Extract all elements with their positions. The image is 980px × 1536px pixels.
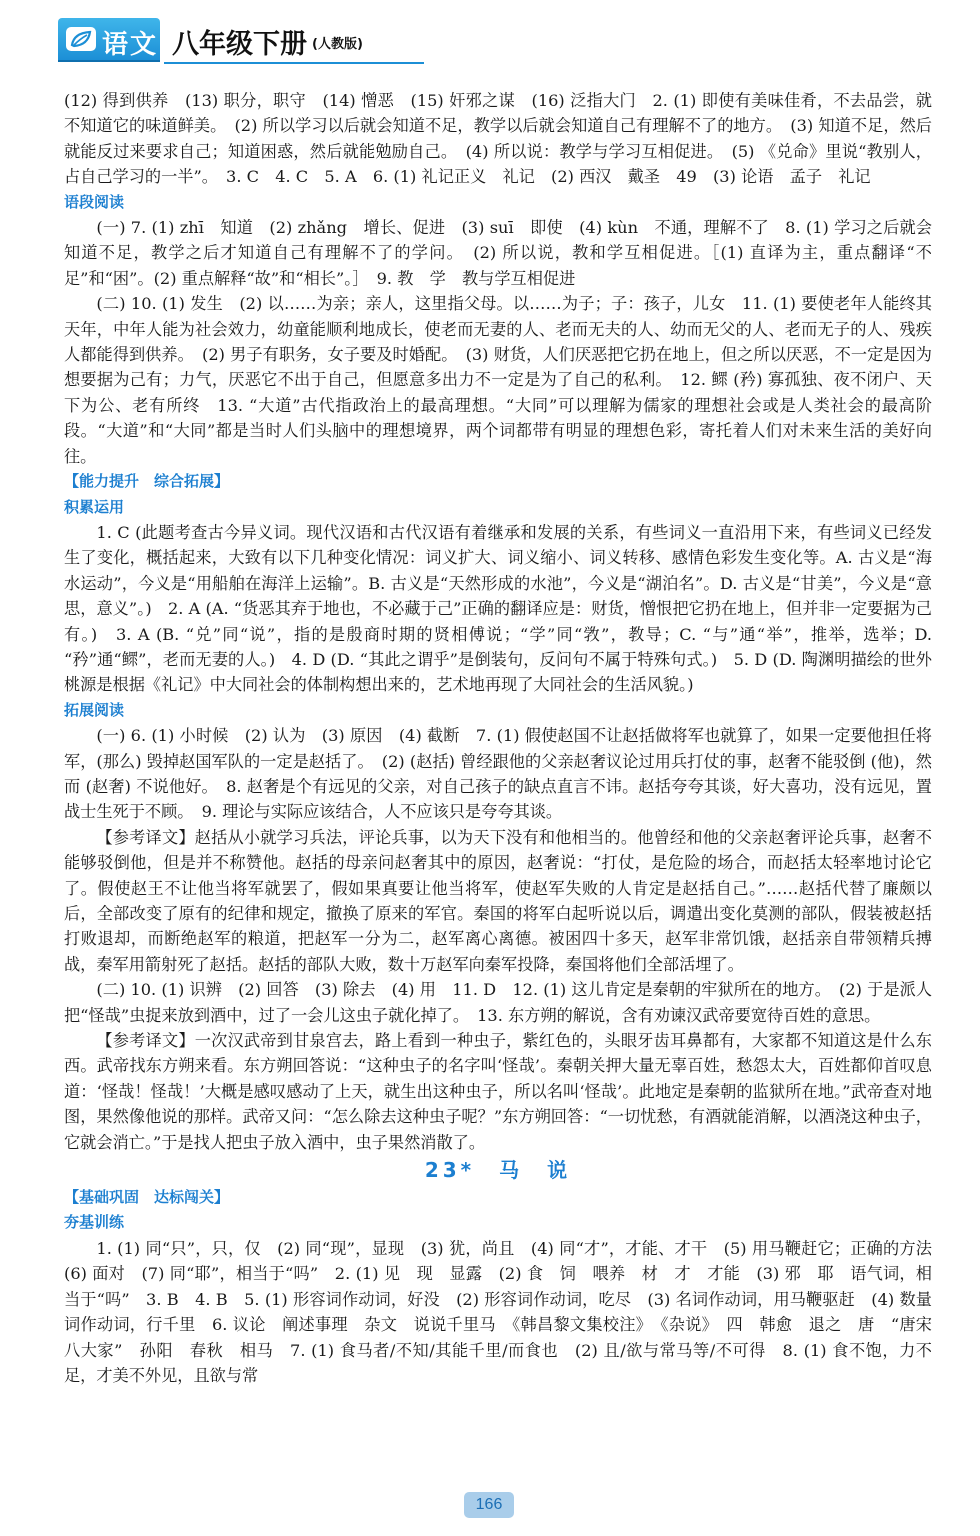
- lesson-title: 23* 马 说: [424, 1158, 572, 1183]
- answer-paragraph: (二) 10. (1) 识辨 (2) 回答 (3) 除去 (4) 用 11. D 12. (1) 这儿肯定是秦朝的牢狱所在的地方。 (2) 于是派人把“怪哉”虫捉来放到酒中，过了一会儿这虫子就化掉了。 13. 东方朔的解说，含有劝谏汉武帝要宽待百姓的意思。: [64, 980, 932, 1025]
- subject-label: 语文: [102, 30, 159, 60]
- edition-label: (人教版): [312, 37, 363, 52]
- book-title: 八年级下册: [172, 29, 307, 60]
- section-heading: 【能力提升 综合拓展】: [64, 472, 230, 491]
- answer-paragraph: 【参考译文】赵括从小就学习兵法，评论兵事，以为天下没有和他相当的。他曾经和他的父亲赵奢评论兵事，赵奢不能够驳倒他，但是并不称赞他。赵括的母亲问赵奢其中的原因，赵奢说：“打仗，是危险的场合，而赵括太轻率地讨论它了。假使赵王不让他当将军就罢了，假如果真要让他当将军，使赵军失败的人肯定是赵括自己。”……赵括代替了廉颇以后，全部改变了原有的纪律和规定，撤换了原来的军官。秦国的将军白起听说以后，调遣出变化莫测的部队，假装被赵括打败退却，而断绝赵军的粮道，把赵军一分为二，赵军离心离德。被困四十多天，赵军非常饥饿，赵括亲自带领精兵搏战，秦军用箭射死了赵括。赵括的部队大败，数十万赵军向秦军投降，秦国将他们全部活埋了。: [64, 827, 932, 974]
- section-heading: 【基础巩固 达标闯关】: [64, 1188, 230, 1207]
- section-heading: 夯基训练: [64, 1213, 125, 1232]
- section-heading: 积累运用: [64, 497, 125, 516]
- subject-tab: [58, 18, 160, 60]
- page-header: [58, 18, 388, 68]
- section-heading: 拓展阅读: [64, 700, 125, 719]
- answer-content: [64, 88, 949, 1388]
- answer-paragraph: (一) 6. (1) 小时候 (2) 认为 (3) 原因 (4) 截断 7. (1) 假使赵国不让赵括做将军也就算了，如果一定要他担任将军，(那么) 毁掉赵国军队的一定是赵括了。 (2) (赵括) 曾经跟他的父亲赵奢议论过用兵打仗的事，赵奢不能驳倒 (他)，然而 (赵奢) 不说他好。 8. 赵奢是个有远见的父亲，对自己孩子的缺点直言不讳。赵括夸夸其谈，好大喜功，没有远见，置战士生死于不顾。 9. 理论与实际应该结合，人不应该只是夸夸其谈。: [64, 726, 932, 822]
- answer-paragraph: (一) 7. (1) zhī 知道 (2) zhǎng 增长、促进 (3) suī 即使 (4) kùn 不通，理解不了 8. (1) 学习之后就会知道不足，教学之后才知道自己有理解不了的学问。 (2) 所以说，教和学互相促进。［(1) 直译为主，重点翻译“不足”和“困”。(2) 重点解释“故”和“相长”。］ 9. 教 学 教与学互相促进: [64, 218, 932, 288]
- page-number: 166: [464, 1492, 514, 1518]
- answer-paragraph: (二) 10. (1) 发生 (2) 以……为亲；亲人，这里指父母。以……为子；子：孩子，儿女 11. (1) 要使老年人能终其天年，中年人能为社会效力，幼童能顺利地成长，使老而无妻的人、老而无夫的人、幼而无父的人、老而无子的人、残疾人都能得到供养。 (2) 男子有职务，女子要及时婚配。 (3) 财货，人们厌恶把它扔在地上，但之所以厌恶，不一定是因为想要据为己有；力气，厌恶它不出于自己，但愿意多出力不一定是为了自己的私利。 12. 鳏 (矜) 寡孤独、夜不闭户、天下为公、老有所终 13. “大道”古代指政治上的最高理想。“大同”可以理解为儒家的理想社会或是人类社会的最高阶段。“大道”和“大同”都是当时人们头脑中的理想境界，两个词都带有明显的理想色彩，寄托着人们对未来生活的美好向往。: [64, 294, 932, 466]
- answer-paragraph: 1. C (此题考查古今异义词。现代汉语和古代汉语有着继承和发展的关系，有些词义一直沿用下来，有些词义已经发生了变化，概括起来，大致有以下几种变化情况：词义扩大、词义缩小、词义转移、感情色彩发生变化等。A. 古义是“海水运动”，今义是“用船舶在海洋上运输”。B. 古义是“天然形成的水池”，今义是“湖泊名”。D. 古义是“甘美”，今义是“意思，意义”。) 2. A (A. “货恶其弃于地也，不必藏于己”正确的翻译应是：财货，憎恨把它扔在地上，但并非一定要据为己有。) 3. A (B. “兑”同“说”，指的是殷商时期的贤相傅说；“学”同“敩”，教导；C. “与”通“举”，推举，选举；D. “矜”通“鳏”，老而无妻的人。) 4. D (D. “其此之谓乎”是倒装句，反问句不属于特殊句式。) 5. D (D. 陶渊明描绘的世外桃源是根据《礼记》中大同社会的体制构想出来的，艺术地再现了大同社会的生活风貌。): [64, 522, 932, 695]
- section-heading: 语段阅读: [64, 192, 125, 211]
- leaf-icon: [66, 27, 96, 51]
- answer-paragraph: (12) 得到供养 (13) 职分，职守 (14) 憎恶 (15) 奸邪之谋 (16) 泛指大门 2. (1) 即使有美味佳肴，不去品尝，就不知道它的味道鲜美。 (2) 所以学习以后就会知道不足，教学以后就会知道自己有理解不了的地方。 (3) 知道不足，然后就能反过来要求自己；知道困惑，然后就能勉励自己。 (4) 所以说：教学与学习互相促进。 (5) 《兑命》里说“教别人，占自己学习的一半”。 3. C 4. C 5. A 6. (1) 礼记正义 礼记 (2) 西汉 戴圣 49 (3) 论语 孟子 礼记: [64, 91, 932, 187]
- answer-paragraph: 1. (1) 同“只”，只，仅 (2) 同“现”，显现 (3) 犹，尚且 (4) 同“才”，才能、才干 (5) 用马鞭赶它；正确的方法 (6) 面对 (7) 同“耶”，相当于“吗” 2. (1) 见 现 显露 (2) 食 饲 喂养 材 才 才能 (3) 邪 耶 语气词，相当于“吗” 3. B 4. B 5. (1) 形容词作动词，好没 (2) 形容词作动词，吃尽 (3) 名词作动词，用马鞭驱赶 (4) 数量词作动词，行千里 6. 议论 阐述事理 杂文 说说千里马 《韩昌黎文集校注》 《杂说》 四 韩愈 退之 唐 “唐宋八大家” 孙阳 春秋 相马 7. (1) 食马者/不知/其能千里/而食也 (2) 且/欲与常马等/不可得 8. (1) 食不饱，力不足，才美不外见，且欲与常: [64, 1238, 949, 1385]
- header-rule: [164, 62, 424, 64]
- answer-paragraph: 【参考译文】一次汉武帝到甘泉宫去，路上看到一种虫子，紫红色的，头眼牙齿耳鼻都有，大家都不知道这是什么东西。武帝找东方朔来看。东方朔回答说：“这种虫子的名字叫‘怪哉’。秦朝关押大量无辜百姓，愁怨太大，百姓都仰首叹息道：‘怪哉！怪哉！’大概是感叹感动了上天，就生出这种虫子，所以名叫‘怪哉’。此地定是秦朝的监狱所在地。”武帝查对地图，果然像他说的那样。武帝又问：“怎么除去这种虫子呢？”东方朔回答：“一切忧愁，有酒就能消解，以酒浇这种虫子，它就会消亡。”于是找人把虫子放入酒中，虫子果然消散了。: [64, 1031, 932, 1152]
